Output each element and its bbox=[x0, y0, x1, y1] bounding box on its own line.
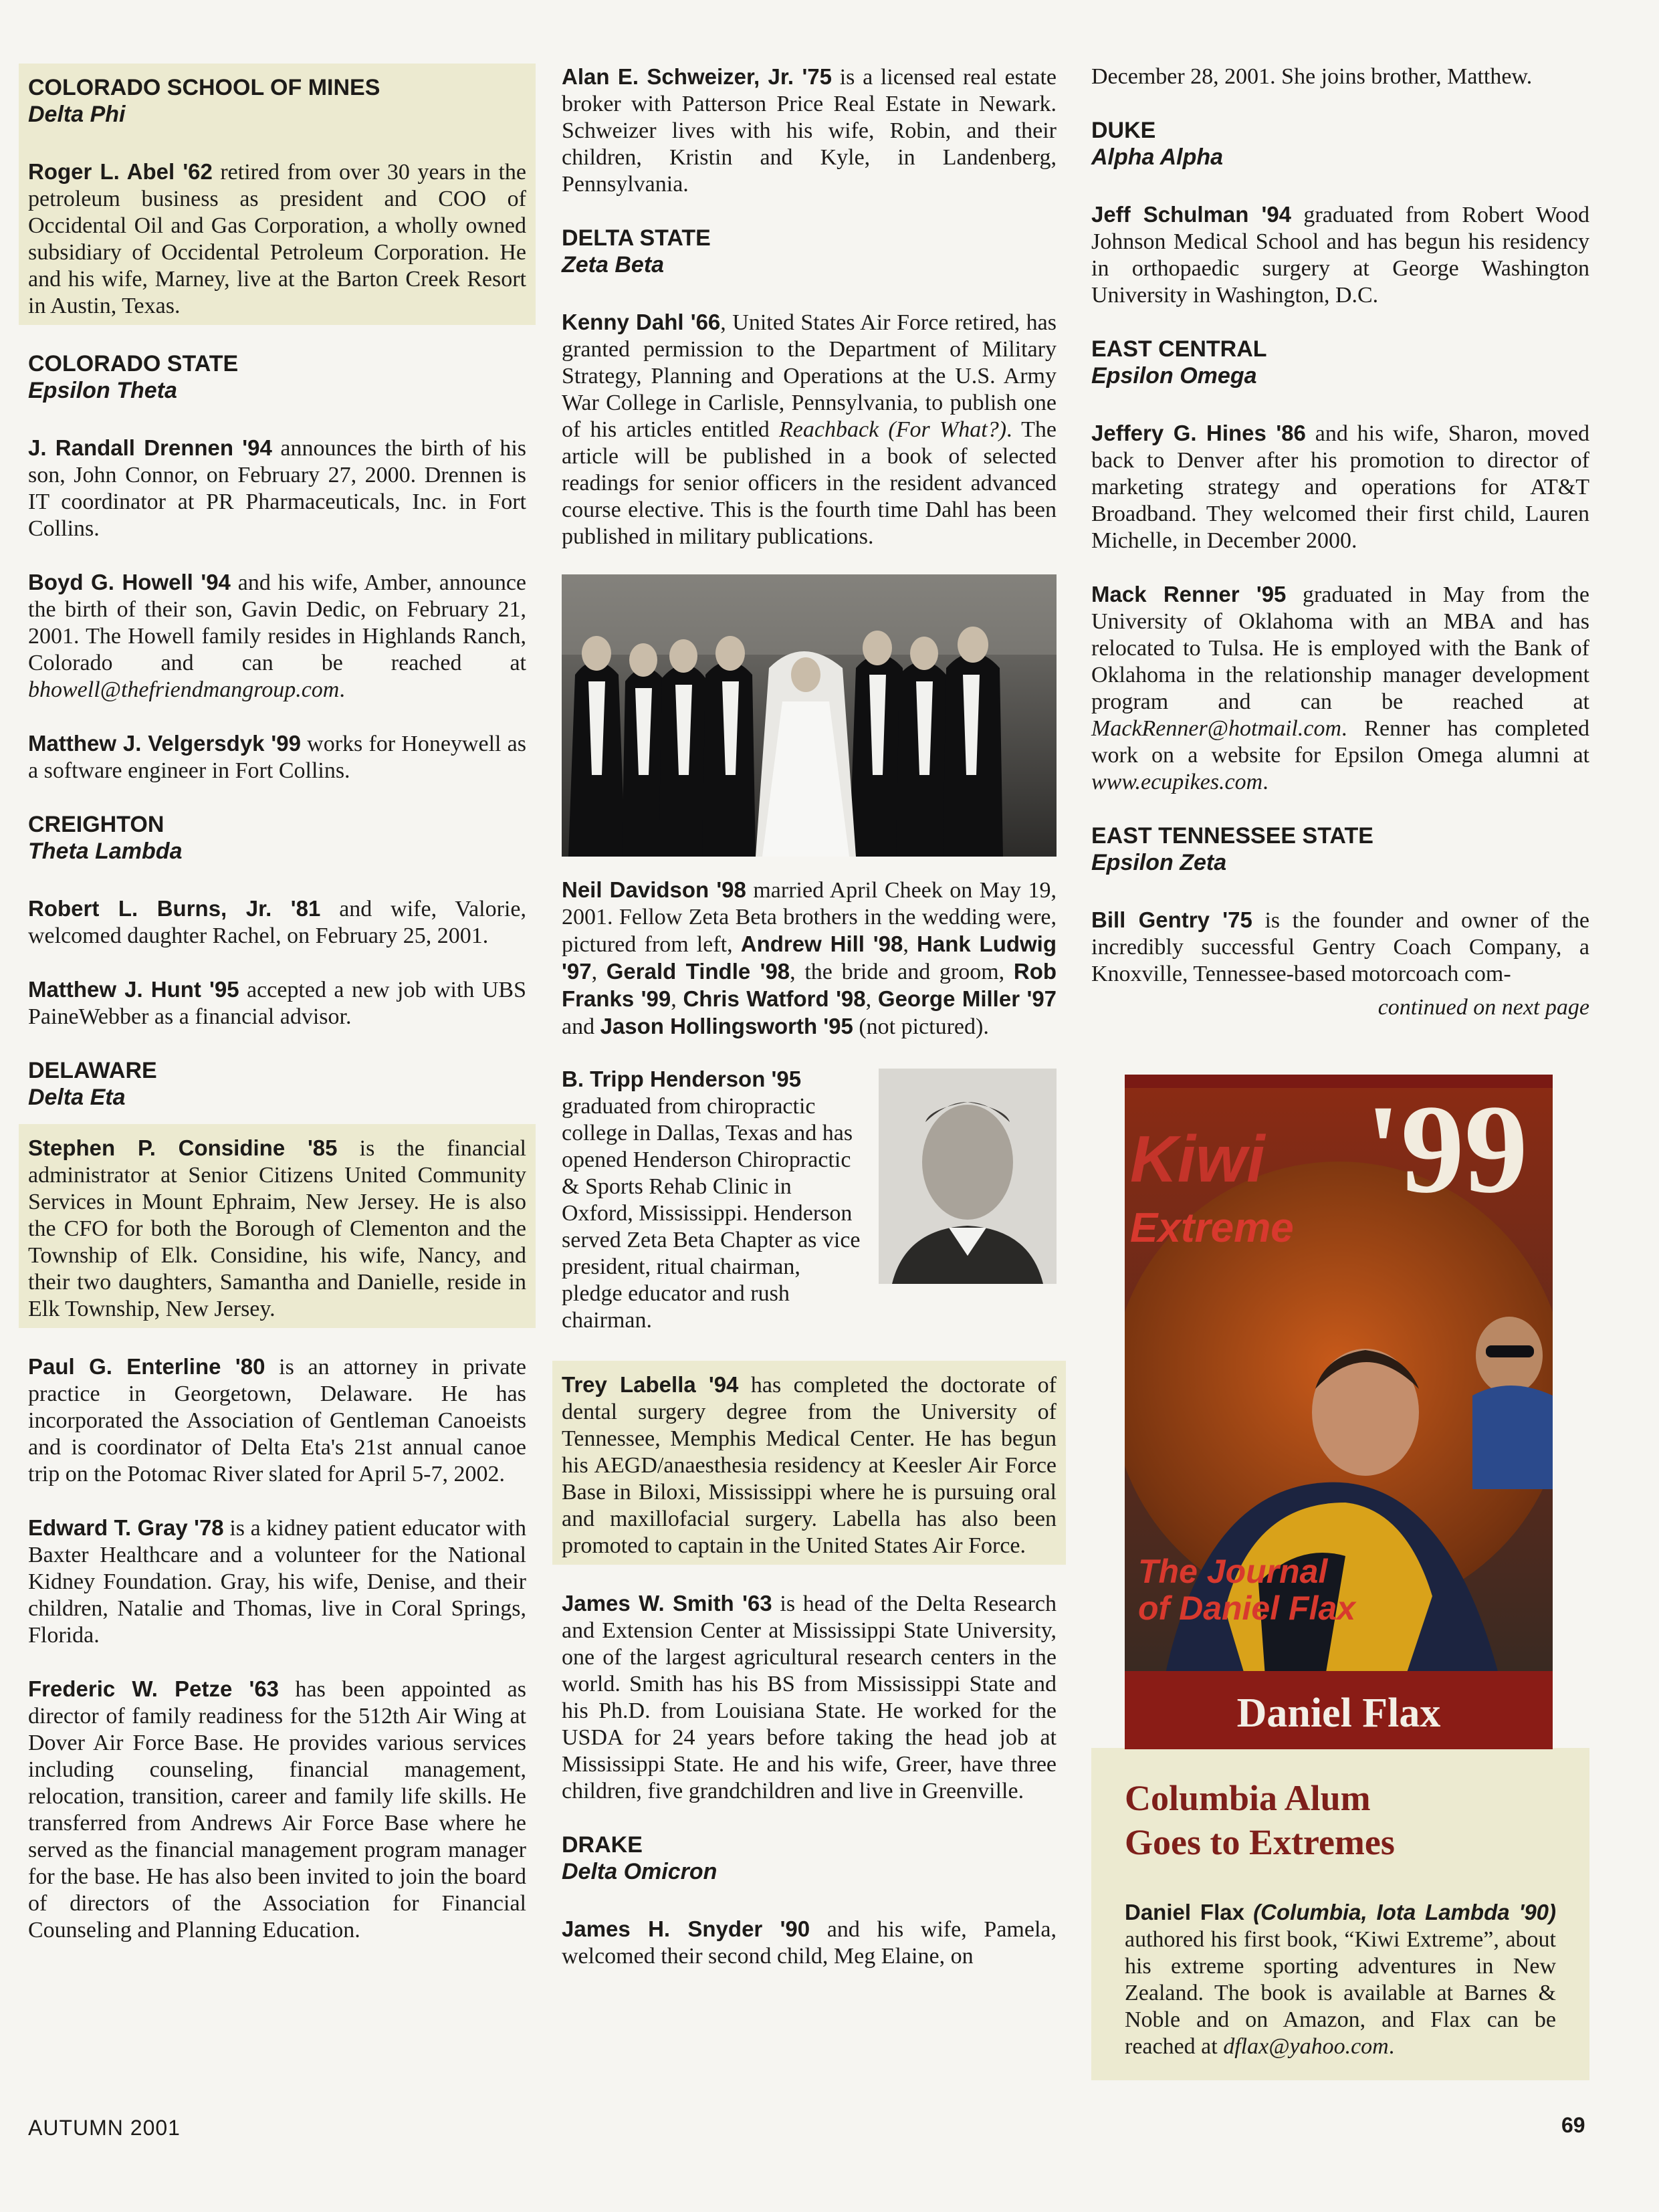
entry-renner bbox=[1091, 581, 1589, 796]
book-title-extreme: Extreme bbox=[1130, 1205, 1294, 1251]
member-name: Matthew J. Hunt '95 bbox=[28, 977, 239, 1002]
entry-text: accepted a new job with UBS PaineWebber as a financial advisor. bbox=[28, 978, 527, 1029]
caption-text: married April Cheek on May 19, 2001. Fellow Zeta Beta brothers in the wedding were, pictured from left, bbox=[562, 878, 1057, 957]
member-name: Alan E. Schweizer, Jr. '75 bbox=[562, 64, 832, 89]
caption-sep: , bbox=[903, 932, 917, 957]
book-cover-image bbox=[1125, 1075, 1553, 1749]
book-title-kiwi: Kiwi bbox=[1130, 1122, 1265, 1196]
member-name: Frederic W. Petze '63 bbox=[28, 1676, 280, 1701]
chapter-name: Epsilon Theta bbox=[28, 378, 177, 403]
section-header-creighton bbox=[28, 811, 526, 865]
henderson-headshot bbox=[879, 1069, 1057, 1284]
entry-velgersdyk bbox=[28, 730, 526, 784]
entry-snyder-continued: December 28, 2001. She joins brother, Matthew. bbox=[1091, 64, 1533, 89]
section-header-delaware bbox=[28, 1057, 526, 1111]
entry-text: and his wife, Pamela, welcomed their second child, Meg Elaine, on bbox=[562, 1917, 1057, 1969]
entry-text: graduated in May from the University of Oklahoma with an MBA and has relocated to Tulsa. He is employed with the Bank of Oklahoma in the relationship manager development program and can be reached at bbox=[1091, 582, 1590, 714]
entry-schweizer bbox=[562, 64, 1057, 198]
member-name: Jeff Schulman '94 bbox=[1091, 202, 1292, 227]
section-header-colorado-state bbox=[28, 350, 526, 404]
section-header-delta-state bbox=[562, 225, 1057, 278]
wedding-photo bbox=[562, 574, 1057, 857]
entry-text: is the founder and owner of the incredibly successful Gentry Coach Company, a Knoxville, Tennessee-based motorcoach com- bbox=[1091, 908, 1589, 986]
chapter-name: Delta Omicron bbox=[562, 1859, 717, 1884]
member-name: Trey Labella '94 bbox=[562, 1372, 739, 1397]
entry-dahl bbox=[562, 309, 1057, 550]
entry-text: announces the birth of his son, John Connor, on February 27, 2000. Drennen is IT coordinator at PR Pharmaceuticals, Inc. in Fort Collins. bbox=[28, 436, 526, 541]
caption-text: and bbox=[562, 1014, 600, 1039]
caption-name: Gerald Tindle '98 bbox=[606, 959, 790, 984]
school-name: EAST CENTRAL bbox=[1091, 336, 1267, 362]
member-name: Robert L. Burns, Jr. '81 bbox=[28, 896, 321, 921]
email-link[interactable]: bhowell@thefriendmangroup.com bbox=[28, 677, 340, 702]
school-name: DUKE bbox=[1091, 118, 1156, 143]
caption-lead-name: Neil Davidson '98 bbox=[562, 877, 746, 902]
member-name: Jeffery G. Hines '86 bbox=[1091, 421, 1306, 445]
section-header-east-central bbox=[1091, 336, 1589, 389]
feature-sidebar bbox=[1091, 1748, 1589, 2080]
column-3 bbox=[1091, 64, 1589, 2080]
entry-text: retired from over 30 years in the petroleum business as president and COO of Occidental Oil and Gas Corporation, a wholly owned subsidiary of Occidental Petroleum Corporation. He and his wife, Marney, live at the Barton Creek Resort in Austin, Texas. bbox=[28, 160, 526, 318]
member-name: Edward T. Gray '78 bbox=[28, 1515, 224, 1540]
article-title: Reachback (For What?) bbox=[779, 417, 1007, 442]
entry-snyder bbox=[562, 1916, 1057, 1970]
chapter-name: Alpha Alpha bbox=[1091, 144, 1224, 170]
member-name: Roger L. Abel '62 bbox=[28, 159, 213, 184]
entry-text: is an attorney in private practice in Georgetown, Delaware. He has incorporated the Association of Gentleman Canoeists and is coordinator of Delta Eta's 21st annual canoe trip on the Potomac River slated for April 5-7, 2002. bbox=[28, 1355, 526, 1486]
entry-smith bbox=[562, 1590, 1057, 1805]
caption-sep: , bbox=[671, 987, 683, 1012]
chapter-name: Delta Eta bbox=[28, 1085, 126, 1110]
member-name: Mack Renner '95 bbox=[1091, 582, 1287, 606]
continued-note: continued on next page bbox=[1377, 995, 1589, 1020]
entry-howell bbox=[28, 569, 526, 703]
school-name: DELTA STATE bbox=[562, 225, 711, 251]
member-name: B. Tripp Henderson '95 bbox=[562, 1067, 802, 1091]
entry-labella bbox=[562, 1371, 1057, 1559]
school-name: DELAWARE bbox=[28, 1058, 157, 1083]
caption-name: Jason Hollingsworth '95 bbox=[600, 1014, 853, 1038]
wedding-photo-image bbox=[562, 574, 1057, 857]
entry-hines bbox=[1091, 420, 1589, 554]
entry-schulman bbox=[1091, 201, 1589, 309]
feature-title-line-2: Goes to Extremes bbox=[1125, 1822, 1395, 1862]
entry-text-end: . bbox=[1388, 2034, 1395, 2059]
caption-text: (not pictured). bbox=[853, 1014, 989, 1039]
school-name: COLORADO SCHOOL OF MINES bbox=[28, 75, 380, 100]
entry-text: graduated from Robert Wood Johnson Medical School and has begun his residency in orthopaedic surgery at George Washington University in Washington, D.C. bbox=[1091, 203, 1589, 308]
book-subtitle-1: The Journal bbox=[1138, 1553, 1328, 1590]
book-author: Daniel Flax bbox=[1236, 1690, 1441, 1736]
chapter-name: Epsilon Omega bbox=[1091, 363, 1257, 389]
email-link[interactable]: dflax@yahoo.com bbox=[1223, 2034, 1389, 2059]
book-subtitle-2: of Daniel Flax bbox=[1138, 1589, 1356, 1627]
school-name: CREIGHTON bbox=[28, 812, 164, 837]
section-header-drake bbox=[562, 1832, 1057, 1885]
entry-text: and wife, Valorie, welcomed daughter Rachel, on February 25, 2001. bbox=[28, 897, 526, 948]
entry-text: has been appointed as director of family readiness for the 512th Air Wing at Dover Air Force Base. He provides various services including counseling, financial management, relocation, transition, career and family life skills. He transferred from Andrews Air Force Base where he served as the financial management program manager for the base. He has also been invited to join the board of directors of the Association for Financial Counseling and Planning Education. bbox=[28, 1677, 526, 1943]
feature-title bbox=[1125, 1776, 1556, 1864]
book-cover bbox=[1125, 1075, 1553, 1749]
book-title-year: '99 bbox=[1365, 1079, 1528, 1220]
entry-burns bbox=[28, 895, 526, 950]
caption-sep: , bbox=[591, 960, 606, 984]
member-name: Paul G. Enterline '80 bbox=[28, 1354, 265, 1379]
caption-name: Andrew Hill '98 bbox=[740, 931, 903, 956]
member-name: Daniel Flax bbox=[1125, 1900, 1244, 1924]
member-name: Matthew J. Velgersdyk '99 bbox=[28, 731, 301, 756]
section-header-duke bbox=[1091, 117, 1589, 171]
entry-text: has completed the doctorate of dental surgery degree from the University of Tennessee, Memphis Medical Center. He has begun his AEGD/anaesthesia residency at Keesler Air Force Base in Biloxi, Mississippi where he is pursuing oral and maxillofacial surgery. Labella has also been promoted to captain in the United States Air Force. bbox=[562, 1373, 1057, 1558]
school-name: COLORADO STATE bbox=[28, 351, 239, 376]
entry-text-2: . Renner has completed work on a website for Epsilon Omega alumni at bbox=[1091, 716, 1589, 768]
school-name: DRAKE bbox=[562, 1832, 643, 1858]
highlight-box-considine bbox=[19, 1124, 536, 1328]
entry-considine bbox=[28, 1135, 526, 1323]
entry-petze bbox=[28, 1676, 526, 1944]
member-name: Kenny Dahl '66 bbox=[562, 310, 721, 334]
chapter-name: Epsilon Zeta bbox=[1091, 850, 1227, 875]
entry-flax bbox=[1125, 1899, 1556, 2060]
chapter-name: Theta Lambda bbox=[28, 839, 183, 864]
column-1 bbox=[28, 64, 526, 1971]
entry-enterline bbox=[28, 1353, 526, 1488]
entry-text: is a kidney patient educator with Baxter Healthcare and a volunteer for the National Kidney Foundation. Gray, his wife, Denise, and their children, Natalie and Thomas, live in Coral Springs, Florida. bbox=[28, 1516, 526, 1648]
entry-text: graduated from chiropractic college in Dallas, Texas and has opened Henderson Chiropractic & Sports Rehab Clinic in Oxford, Mississippi. Henderson served Zeta Beta Chapter as vice president, ritual chairman, pledge educator and rush chairman. bbox=[562, 1094, 861, 1333]
school-name: EAST TENNESSEE STATE bbox=[1091, 823, 1373, 849]
entry-text-2: . The article will be published in a book of selected readings for senior officers in the resident advanced course elective. This is the fourth time Dahl has been published in military publications. bbox=[562, 417, 1057, 549]
website-link[interactable]: www.ecupikes.com bbox=[1091, 770, 1263, 794]
issue-label: AUTUMN 2001 bbox=[28, 2116, 181, 2140]
entry-text-end: . bbox=[1262, 770, 1268, 794]
highlight-box-colorado-mines bbox=[19, 64, 536, 325]
entry-hunt bbox=[28, 976, 526, 1030]
member-name: James H. Snyder '90 bbox=[562, 1916, 810, 1941]
caption-text: , the bride and groom, bbox=[790, 960, 1014, 984]
entry-text: and his wife, Sharon, moved back to Denver after his promotion to director of marketing strategy and operations for AT&T Broadband. They welcomed their first child, Lauren Michelle, in December 2000. bbox=[1091, 421, 1589, 553]
member-affiliation: (Columbia, Iota Lambda '90) bbox=[1253, 1900, 1557, 1924]
chapter-name: Delta Phi bbox=[28, 102, 126, 127]
caption-name: Chris Watford '98 bbox=[683, 986, 866, 1011]
entry-gentry bbox=[1091, 907, 1589, 988]
section-header-colorado-mines bbox=[28, 74, 526, 128]
column-2 bbox=[562, 64, 1057, 1997]
entry-text-end: . bbox=[339, 677, 345, 702]
entry-henderson-block bbox=[562, 1066, 1057, 1334]
chapter-name: Zeta Beta bbox=[562, 252, 665, 278]
entry-text: is head of the Delta Research and Extension Center at Mississippi State University, one of the largest agricultural research centers in the world. Smith has his BS from Mississippi State and his Ph.D. from Louisiana State. He worked for the USDA for 24 years before taking the head job at Mississippi State. He and his wife, Greer, have three children, five grandchildren and live in Greenville. bbox=[562, 1591, 1057, 1803]
member-name: Bill Gentry '75 bbox=[1091, 907, 1252, 932]
headshot-image bbox=[879, 1069, 1057, 1284]
entry-drennen bbox=[28, 435, 526, 542]
entry-text: , United States Air Force retired, has granted permission to the Department of Military Strategy, Planning and Operations at the U.S. Army War College in Carlisle, Pennsylvania, to publish one of his articles entitled bbox=[562, 310, 1057, 442]
entry-text: authored his first book, “Kiwi Extreme”, about his extreme sporting adventures in New Zealand. The book is available at Barnes & Noble and on Amazon, and Flax can be reached at bbox=[1125, 1927, 1556, 2059]
page-number: 69 bbox=[1561, 2113, 1585, 2137]
entry-text: and his wife, Amber, announce the birth of their son, Gavin Dedic, on February 21, 2001. The Howell family resides in Highlands Ranch, Colorado and can be reached at bbox=[28, 570, 526, 675]
member-name: Stephen P. Considine '85 bbox=[28, 1135, 338, 1160]
caption-name: Hank Ludwig '97 bbox=[562, 931, 1057, 984]
caption-name: George Miller '97 bbox=[877, 986, 1057, 1011]
email-link[interactable]: MackRenner@hotmail.com bbox=[1091, 716, 1341, 741]
entry-gray bbox=[28, 1515, 526, 1649]
entry-text: is a licensed real estate broker with Patterson Price Real Estate in Newark. Schweizer lives with his wife, Robin, and their children, Kristin and Kyle, in Landenberg, Pennsylvania. bbox=[562, 65, 1057, 197]
highlight-box-labella bbox=[552, 1361, 1066, 1565]
entry-abel bbox=[28, 158, 526, 320]
entry-text: works for Honeywell as a software engineer in Fort Collins. bbox=[28, 732, 526, 783]
feature-title-line-1: Columbia Alum bbox=[1125, 1778, 1371, 1818]
photo-caption bbox=[562, 877, 1057, 1040]
section-header-east-tennessee bbox=[1091, 822, 1589, 876]
member-name: Boyd G. Howell '94 bbox=[28, 570, 231, 594]
caption-name: Rob Franks '99 bbox=[562, 959, 1057, 1011]
member-name: James W. Smith '63 bbox=[562, 1591, 772, 1616]
member-name: J. Randall Drennen '94 bbox=[28, 435, 272, 460]
entry-text: is the financial administrator at Senior Citizens United Community Services in Mount Ephraim, New Jersey. He is also the CFO for both the Borough of Clementon and the Township of Elk. Considine, his wife, Nancy, and their two daughters, Samantha and Danielle, reside in Elk Township, New Jersey. bbox=[28, 1136, 527, 1321]
caption-sep: , bbox=[865, 987, 878, 1012]
